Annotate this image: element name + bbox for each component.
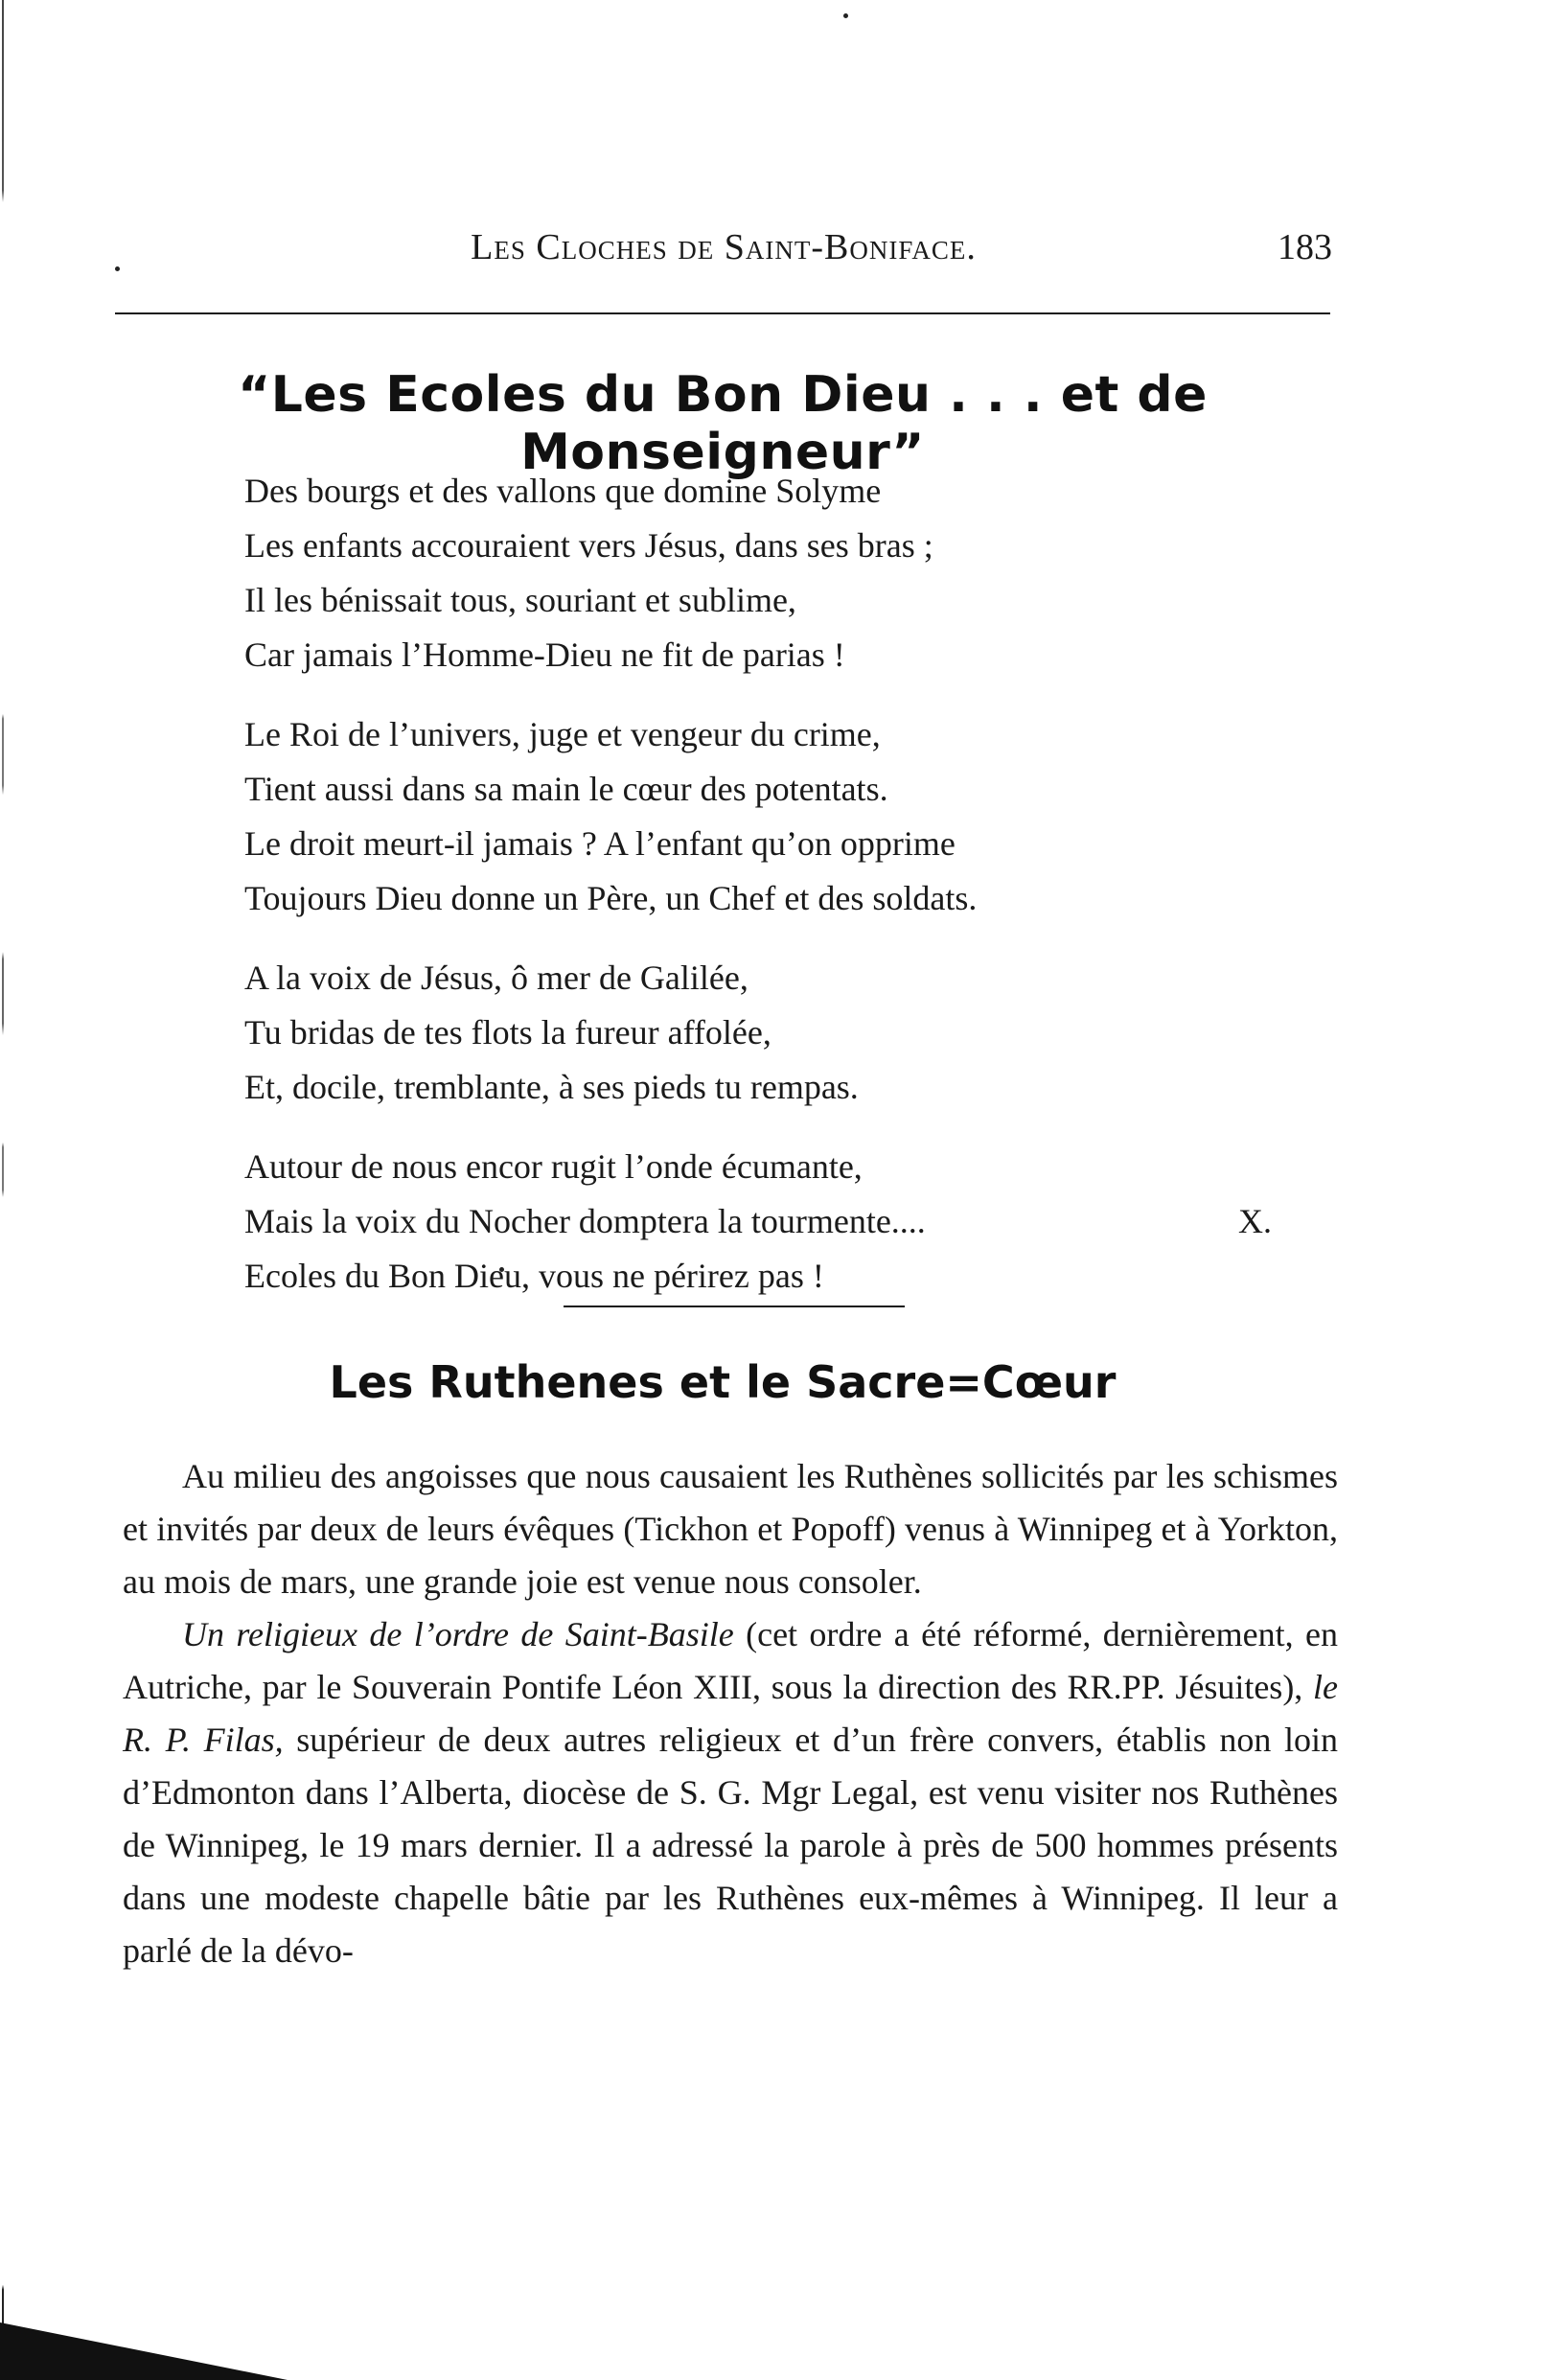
poem-stanza	[244, 951, 1299, 1115]
article-title: Les Ruthenes et le Sacre=Cœur	[329, 1356, 1117, 1408]
poem-line: Tient aussi dans sa main le cœur des potentats.	[244, 770, 888, 808]
poem-line: Tu bridas de tes flots la fureur affolée,	[244, 1013, 772, 1051]
poem-line: Autour de nous encor rugit l’onde écumante,	[244, 1147, 863, 1186]
poem-line: Toujours Dieu donne un Père, un Chef et des soldats.	[244, 879, 978, 917]
poem-signature: X.	[1238, 1202, 1272, 1240]
poem-stanza	[244, 1140, 1299, 1304]
poem-line: Le Roi de l’univers, juge et vengeur du crime,	[244, 715, 881, 753]
poem-line: Ecoles du Bon Dieu, vous ne périrez pas !	[244, 1257, 824, 1295]
poem-line: Les enfants accouraient vers Jésus, dans ses bras ;	[244, 526, 933, 565]
page-number: 183	[1278, 227, 1332, 267]
italic-phrase: Un religieux de l’ordre de Saint-Basile	[182, 1615, 734, 1653]
scan-speck	[843, 13, 848, 18]
section-divider	[564, 1306, 905, 1307]
poem	[244, 464, 1299, 1304]
running-head-rule	[115, 312, 1330, 314]
article-paragraph	[123, 1608, 1338, 1977]
poem-line: A la voix de Jésus, ô mer de Galilée,	[244, 959, 748, 997]
running-head-title: Les Cloches de Saint-Boniface.	[471, 227, 977, 267]
poem-stanza	[244, 464, 1299, 682]
scan-corner-shadow	[0, 2322, 288, 2380]
poem-title: “Les Ecoles du Bon Dieu . . . et de Monseigneur”	[238, 366, 1208, 481]
poem-line: Et, docile, tremblante, à ses pieds tu rempas.	[244, 1068, 859, 1106]
poem-line: Le droit meurt-il jamais ? A l’enfant qu’on opprime	[244, 824, 956, 863]
article-paragraph: Au milieu des angoisses que nous causaient les Ruthènes sollicités par les schismes et invités par deux de leurs évêques (Tickhon et Popoff) venus à Winnipeg et à Yorkton, au mois de mars, une grande joie est venue nous consoler.	[123, 1457, 1338, 1601]
paragraph-text: (cet ordre a été réformé, dernièrement, en Autriche, par le Souverain Pontife Léon XIII, sous la direction des RR.PP. Jésuites),	[123, 1615, 1338, 1706]
scan-margin-edge	[2, 0, 4, 2380]
italic-name: le R. P. Filas,	[123, 1668, 1338, 1759]
poem-line: Car jamais l’Homme-Dieu ne fit de parias !	[244, 635, 845, 674]
poem-line: Il les bénissait tous, souriant et sublime,	[244, 581, 796, 619]
running-head	[115, 226, 1332, 284]
poem-stanza	[244, 707, 1299, 926]
poem-line: Mais la voix du Nocher domptera la tourmente....	[244, 1202, 926, 1240]
paragraph-text: supérieur de deux autres religieux et d’un frère convers, établis non loin d’Edmonton dans l’Alberta, diocèse de S. G. Mgr Legal, est venu visiter nos Ruthènes de Winnipeg, le 19 mars dernier. Il a adressé la parole à près de 500 hommes présents dans une modeste chapelle bâtie par les Ruthènes eux-mêmes à Winnipeg. Il leur a parlé de la dévo-	[123, 1721, 1339, 1970]
poem-line: Des bourgs et des vallons que domine Solyme	[244, 472, 882, 510]
article-body	[123, 1450, 1338, 1977]
